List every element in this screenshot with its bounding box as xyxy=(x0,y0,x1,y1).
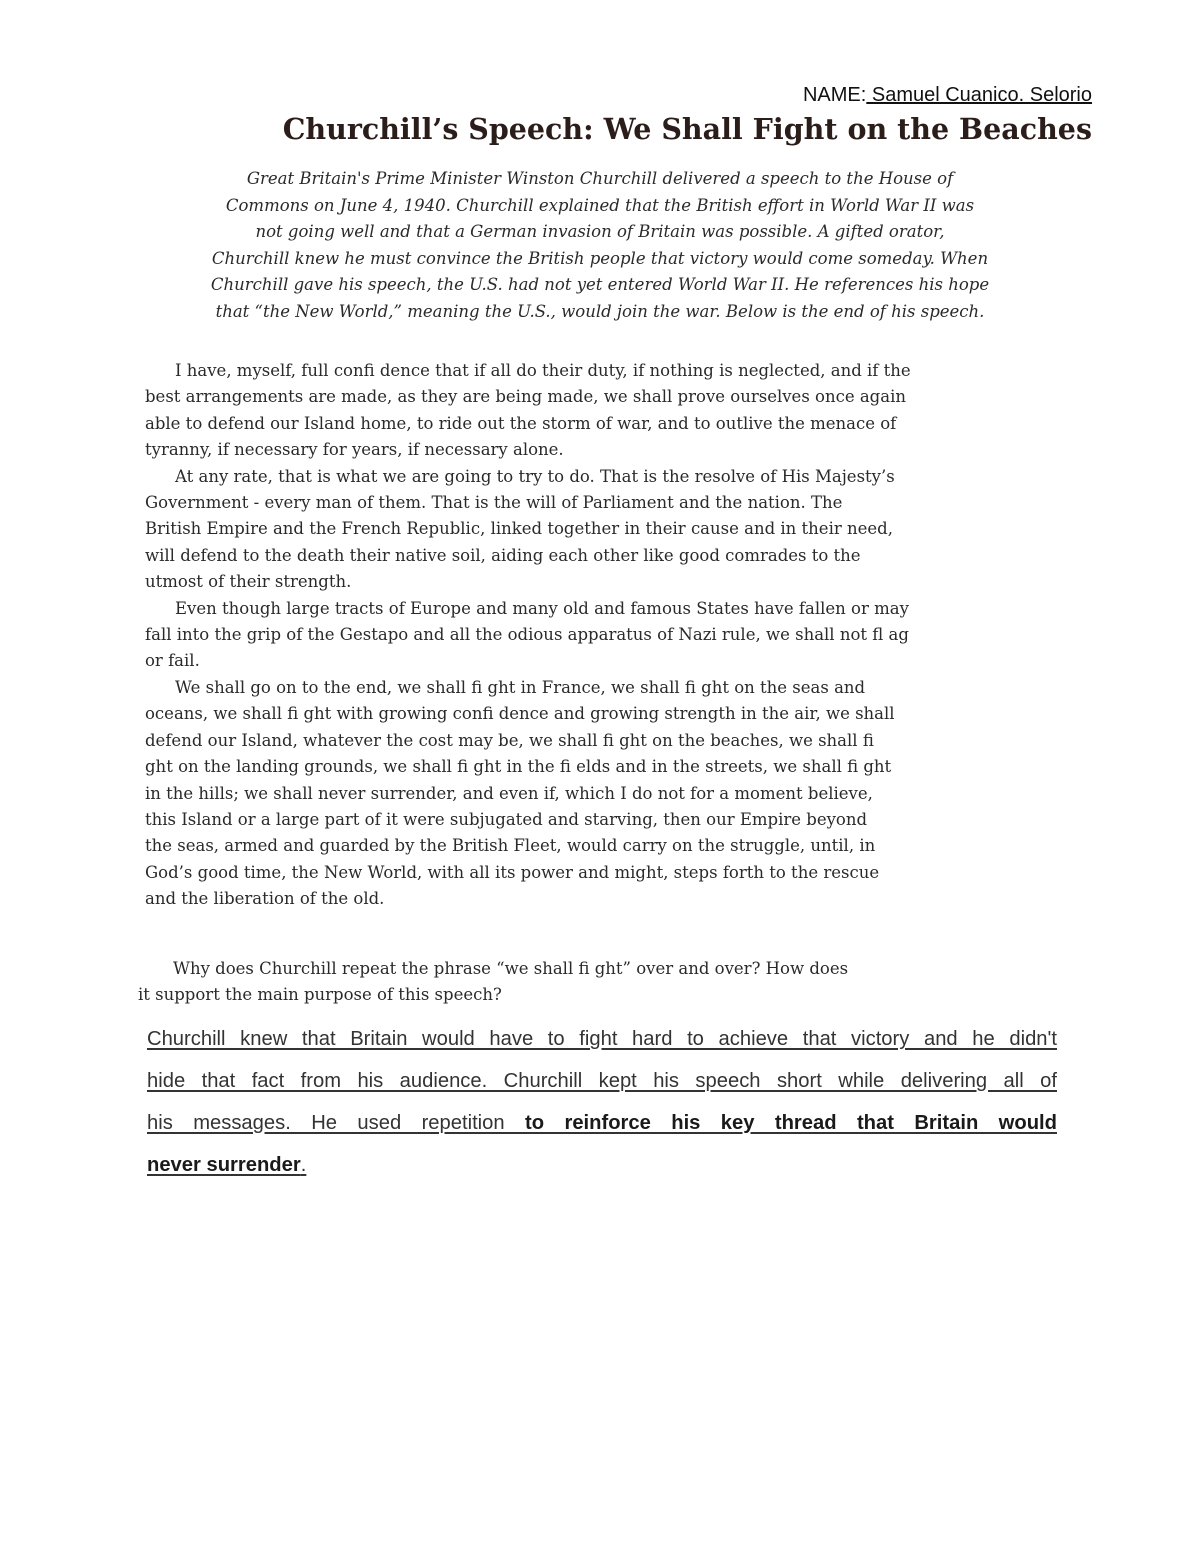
speech-excerpt xyxy=(145,358,1075,913)
page-title: Churchill’s Speech: We Shall Fight on the Beaches xyxy=(282,112,1092,146)
student-answer xyxy=(147,1018,1057,1186)
speech-line: defend our Island, whatever the cost may be, we shall fi ght on the beaches, we shall fi xyxy=(145,730,874,750)
intro-line: not going well and that a German invasion of Britain was possible. A gifted orator, xyxy=(255,222,945,241)
intro-line: Great Britain's Prime Minister Winston Churchill delivered a speech to the House of xyxy=(246,169,954,188)
speech-line: the seas, armed and guarded by the British Fleet, would carry on the struggle, until, in xyxy=(145,836,876,856)
question-line: Why does Churchill repeat the phrase “we shall fi ght” over and over? How does xyxy=(173,959,849,978)
speech-line: able to defend our Island home, to ride out the storm of war, and to outlive the menace of xyxy=(145,413,897,433)
speech-line: in the hills; we shall never surrender, and even if, which I do not for a moment believe, xyxy=(145,783,873,803)
name-label: NAME: xyxy=(802,84,867,106)
speech-line: Government - every man of them. That is the will of Parliament and the nation. The xyxy=(145,493,843,513)
speech-line: I have, myself, full confi dence that if all do their duty, if nothing is neglected, and if the xyxy=(175,361,911,380)
speech-line: this Island or a large part of it were subjugated and starving, then our Empire beyond xyxy=(145,809,868,829)
speech-line: We shall go on to the end, we shall fi ght in France, we shall fi ght on the seas and xyxy=(175,677,866,697)
question-line: it support the main purpose of this speech? xyxy=(138,985,502,1005)
speech-line: oceans, we shall fi ght with growing confi dence and growing strength in the air, we shall xyxy=(145,704,895,724)
answer-line xyxy=(147,1102,1057,1144)
speech-line: will defend to the death their native soil, aiding each other like good comrades to the xyxy=(145,545,861,565)
answer-period: . xyxy=(300,1154,307,1176)
intro-line: that “the New World,” meaning the U.S., would join the war. Below is the end of his speech. xyxy=(215,301,985,321)
speech-line: fall into the grip of the Gestapo and all the odious apparatus of Nazi rule, we shall not fl ag xyxy=(145,625,909,645)
answer-bold-text: never surrender xyxy=(147,1154,301,1176)
speech-line: or fail. xyxy=(145,651,200,671)
speech-line: best arrangements are made, as they are being made, we shall prove ourselves once again xyxy=(145,387,906,407)
speech-line: utmost of their strength. xyxy=(145,572,352,592)
student-name: Samuel Cuanico. Selorio xyxy=(866,84,1092,106)
answer-bold-text: to reinforce his key thread that Britain would xyxy=(525,1112,1057,1134)
speech-line: Even though large tracts of Europe and many old and famous States have fallen or may xyxy=(175,598,909,618)
speech-line: and the liberation of the old. xyxy=(145,889,385,909)
speech-line: ght on the landing grounds, we shall fi ght in the fi elds and in the streets, we shall fi ght xyxy=(145,757,892,777)
student-name-line xyxy=(803,84,1092,107)
speech-line: God’s good time, the New World, with all its power and might, steps forth to the rescue xyxy=(145,862,880,882)
answer-line: Churchill knew that Britain would have to fight hard to achieve that victory and he didn't xyxy=(147,1028,1057,1050)
intro-paragraph xyxy=(130,166,1070,325)
intro-line: Churchill gave his speech, the U.S. had not yet entered World War II. He references his hope xyxy=(210,275,990,294)
speech-line: At any rate, that is what we are going to try to do. That is the resolve of His Majesty’s xyxy=(175,466,895,486)
answer-line xyxy=(147,1144,1057,1186)
intro-line: Churchill knew he must convince the British people that victory would come someday. When xyxy=(211,248,989,268)
intro-line: Commons on June 4, 1940. Churchill explained that the British effort in World War II was xyxy=(225,195,975,215)
question-prompt xyxy=(138,956,1075,1009)
speech-line: tyranny, if necessary for years, if necessary alone. xyxy=(145,440,564,460)
answer-plain-text: his messages. He used repetition xyxy=(147,1112,526,1134)
speech-line: British Empire and the French Republic, linked together in their cause and in their need, xyxy=(145,519,893,539)
answer-line: hide that fact from his audience. Churchill kept his speech short while delivering all of xyxy=(147,1070,1057,1092)
